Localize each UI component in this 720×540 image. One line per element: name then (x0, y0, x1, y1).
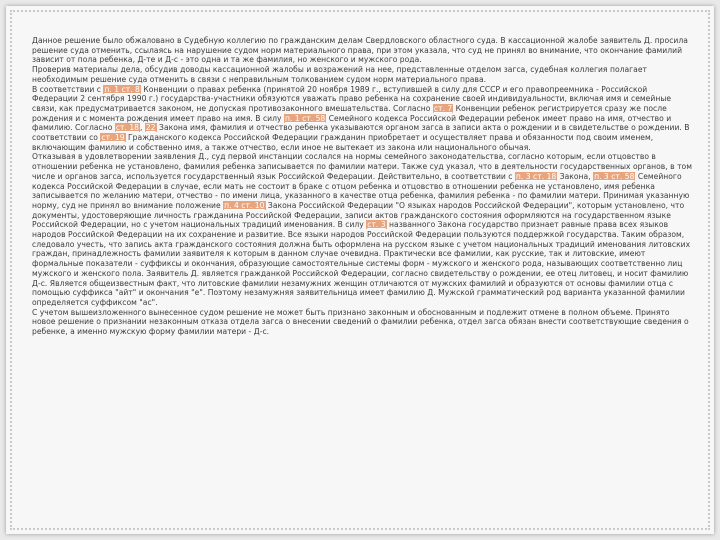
paragraph-text: Семейного кодекса Российской Федерации в случае, если мать не состоит в браке с отцом ребенка и отцовство в отношении ребенка не установлено, имя ребенка записывается по желанию матери, отчество - по имени лица, указанного в качестве отца ребенка, фамилия ребенка - по фамилии матери. Принимая указанную норму, суд не принял во внимание положение (32, 171, 690, 210)
paragraph-text: В соответствии с (32, 84, 104, 94)
legal-reference-link[interactable]: ст. 19 (101, 133, 125, 143)
paragraph (32, 308, 694, 337)
legal-reference-link[interactable]: п. 3 ст. 58 (594, 171, 635, 181)
legal-reference-link[interactable]: п. 1 ст. 8 (104, 84, 140, 94)
paragraph (32, 65, 694, 84)
paragraph-text: Данное решение было обжаловано в Судебную коллегию по гражданским делам Свердловского областного суда. В кассационной жалобе заявитель Д. просила решение суда отменить, ссылаясь на нарушение судом норм материального права, при этом указала, что суд не принял во внимание, что окончание фамилий зависит от пола ребенка, Д-те и Д-с - это одна и та же фамилия, но женского и мужского рода. (32, 36, 688, 65)
paragraph-text: названного Закона государство признает равные права всех языков народов Российской Федерации на их сохранение и развитие. Все языки народов Российской Федерации пользуются поддержкой государства. Таким образом, следовало учесть, что запись акта гражданского состояния должна быть оформлена на русском языке с учетом национальных традиций именования литовских граждан, принадлежность фамилии заявителя к которым в данном случае очевидна. Практически все фамилии, как русские, так и литовские, имеют формальные показатели - суффиксы и окончания, образующие самостоятельные системы форм - мужского и женского рода, называющих соответственно лиц мужского и женского пола. Заявитель Д. является гражданкой Российской Федерации, согласно свидетельству о рождении, ее отец литовец, и носит фамилию Д-с. Является общеизвестным факт, что литовские фамилии незамужних женщин отличаются от мужских фамилий и образуются от основы фамилии отца с помощью суффикса "айт" и окончания "е". Поэтому незамужняя заявительница имеет фамилию Д. Мужской грамматический род варианта указанной фамилии определяется суффиксом "ас". (32, 220, 691, 307)
legal-reference-link[interactable]: п. 4 ст. 10 (224, 200, 265, 210)
paragraph-text: Конвенции о правах ребенка (принятой 20 ноября 1989 г., вступившей в силу для СССР и его правопреемника - Российской Федерации 2 сентября 1990 г.) государства-участники обязуются уважать право ребенка на сохранение своей индивидуальности, включая имя и семейные связи, как предусматривается законом, не допуская противозаконного вмешательства. Согласно (32, 84, 672, 113)
paragraph-text: Закона, (557, 171, 594, 181)
document-body (32, 36, 694, 337)
paragraph (32, 36, 694, 65)
paragraph-text: Гражданского кодекса Российской Федерации гражданин приобретает и осуществляет права и обязанности под своим именем, включающим фамилию и собственно имя, а также отчество, если иное не вытекает из закона или национального обычая. (32, 133, 654, 152)
legal-reference-link[interactable]: ст. 3 (367, 220, 386, 230)
paragraph-text: Проверив материалы дела, обсудив доводы кассационной жалобы и возражений на нее, представленные отделом загса, судебная коллегия полагает необходимым решение суда отменить в связи с неправильным толкованием судом норм материального права. (32, 65, 647, 84)
paragraph-text: , (140, 123, 145, 133)
legal-reference-link[interactable]: ст. 7 (433, 103, 453, 113)
paragraph-text: Семейного кодекса Российской Федерации ребенок имеет право на имя, отчество и фамилию. Согласно (32, 113, 672, 133)
paragraph-text: С учетом вышеизложенного вынесенное судом решение не может быть признано законным и обоснованным и подлежит отмене в полном объеме. Принято новое решение о признании незаконным отказа отдела загса о внесении сведений о фамилии ребенка, отдел загса обязан внести соответствующие сведения о ребенке, а именно мужскую форму фамилии матери - Д-с. (32, 307, 689, 337)
paragraph (32, 152, 694, 307)
legal-reference-link[interactable]: ст. 18 (115, 123, 140, 133)
legal-reference-link[interactable]: п. 1 ст. 58 (284, 113, 326, 123)
legal-reference-link[interactable]: 22 (145, 123, 156, 133)
paragraph-text: Отказывая в удовлетворении заявления Д., суд первой инстанции сослался на нормы семейного законодательства, согласно которым, если отцовство в отношении ребенка не установлено, фамилия ребенка записывается по фамилии матери. Также суд указал, что в деятельности государственных органов, в том числе и органов загса, используется государственный язык Российской Федерации. Действительно, в соответствии с (32, 152, 692, 181)
paragraph-text: Конвенции ребенок регистрируется сразу же после рождения и с момента рождения имеет право на имя. В силу (32, 103, 667, 123)
paragraph-text: Закона имя, фамилия и отчество ребенка указываются органом загса в записи акта о рождении и в свидетельстве о рождении. В соответствии со (32, 123, 690, 143)
document-page (6, 6, 714, 534)
legal-reference-link[interactable]: п. 3 ст. 18 (515, 171, 557, 181)
paragraph (32, 85, 694, 153)
paragraph-text: Закона Российской Федерации "О языках народов Российской Федерации", которым установлено, что документы, удостоверяющие личность гражданина Российской Федерации, записи актов гражданского состояния оформляются на государственном языке Российской Федерации, но с учетом национальных традиций именования. В силу (32, 200, 685, 230)
